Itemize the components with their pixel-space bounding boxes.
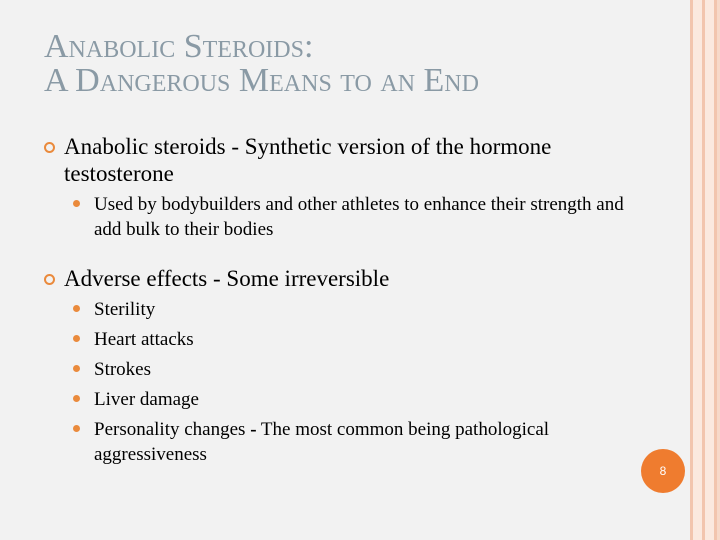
dot-icon [73,305,80,312]
sub-bullet-item [44,327,644,352]
sub-bullet-text: Used by bodybuilders and other athletes to enhance their strength and add bulk to their bodies [94,194,624,240]
sub-bullet-item [44,192,644,242]
sub-bullet-text: Sterility [94,299,156,320]
sub-bullet-item [44,387,644,412]
dot-icon [73,200,80,207]
decorative-stripe [686,0,720,540]
sub-bullet-text: Heart attacks [94,329,194,350]
bullet-item [44,265,644,292]
slide-title [44,30,664,98]
title-line-1: Anabolic Steroids: [44,28,314,65]
sub-bullet-text: Strokes [94,359,151,380]
slide-content [44,133,644,467]
bullet-item [44,133,644,187]
dot-icon [73,425,80,432]
bullet-text: Anabolic steroids - Synthetic version of the hormone testosterone [64,134,552,186]
sub-bullet-item [44,357,644,382]
dot-icon [73,395,80,402]
dot-icon [73,365,80,372]
circle-outline-icon [44,142,55,153]
sub-bullet-prefix: Personality changes [94,419,251,440]
dot-icon [73,335,80,342]
page-number-badge [641,449,685,493]
bullet-text: Adverse effects - Some irreversible [64,266,390,291]
circle-outline-icon [44,274,55,285]
sub-bullet-text: Liver damage [94,389,199,410]
sub-bullet-dash: - [250,419,257,440]
page-number: 8 [659,464,667,478]
sub-bullet-suffix: The most common being pathological aggressiveness [94,419,550,465]
sub-bullet-item [44,417,644,467]
title-line-2: A Dangerous Means to an End [44,62,479,99]
sub-bullet-item [44,297,644,322]
